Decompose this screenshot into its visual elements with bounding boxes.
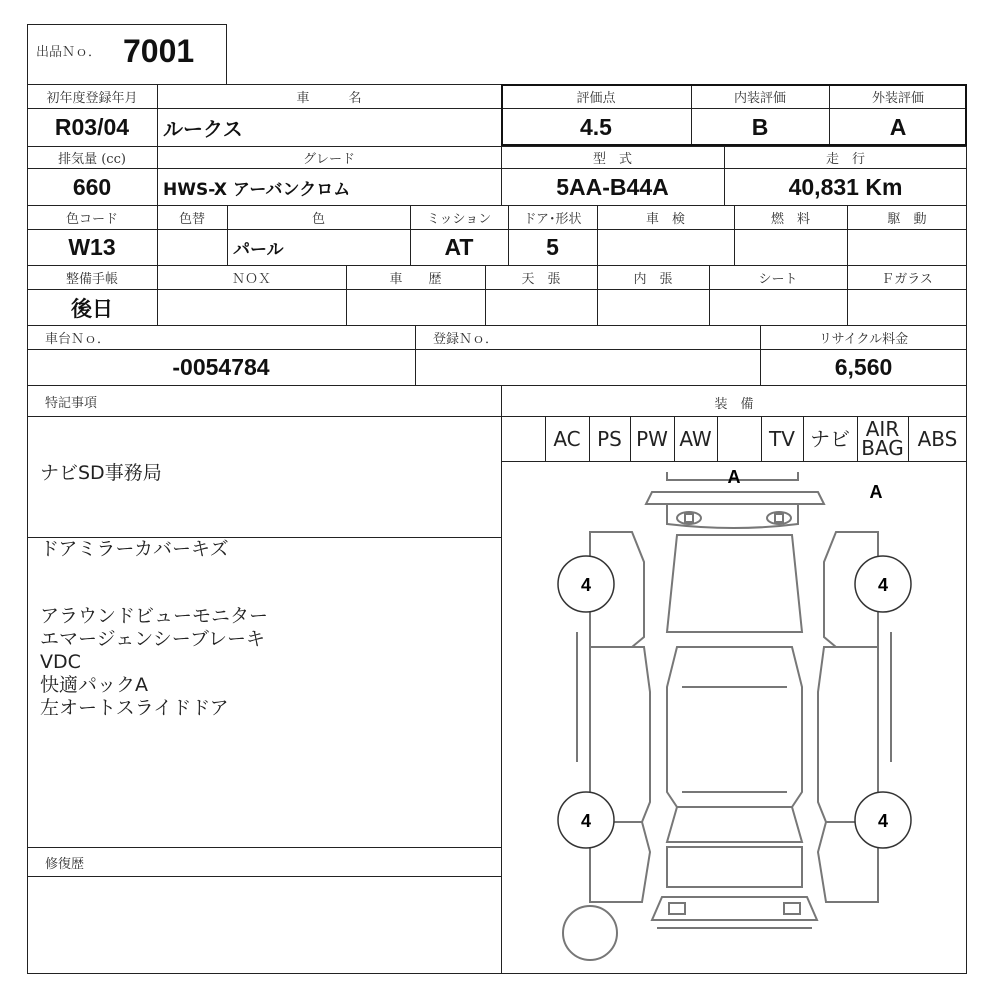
notes-item: エマージェンシーブレーキ (40, 628, 266, 650)
color-code-value: W13 (68, 234, 116, 260)
tire-rr-grade: 4 (877, 811, 889, 831)
history-value (346, 290, 485, 325)
equip-cell: AIR BAG (861, 417, 904, 460)
nox-label: ＮＯＸ (231, 272, 271, 287)
seat-label: シート (758, 272, 798, 287)
car-name-label: 車 名 (296, 91, 362, 106)
car-diagram (502, 462, 966, 973)
tire-fr-grade: 4 (877, 575, 889, 595)
drive-label: 駆 動 (887, 212, 927, 227)
equip-cell: AW (679, 426, 712, 451)
mission-label: ミッション (426, 212, 492, 227)
lot-box (27, 24, 227, 84)
inner-label: 内 張 (633, 272, 673, 287)
tire-fl-grade: 4 (580, 575, 592, 595)
equip-cell (717, 417, 761, 461)
door-label: ドア･形状 (523, 212, 582, 227)
chassis-label: 車台Ｎｏ． (45, 332, 111, 347)
inner-value (597, 290, 709, 325)
repair-value (27, 877, 501, 974)
interior-value: B (751, 114, 769, 140)
fglass-label: Ｆガラス (881, 272, 933, 287)
recycle-value: 6,560 (834, 354, 893, 380)
front-mark: A (727, 467, 741, 487)
displacement-value: 660 (72, 173, 112, 200)
maint-value: 後日 (71, 296, 113, 321)
grade-value: HWS-X アーバンクロム (163, 179, 351, 200)
reg-label: 登録Ｎｏ． (433, 332, 499, 347)
model-value: 5AA-B44A (556, 173, 669, 200)
notes-list (40, 605, 490, 720)
notes-line-1: ナビSD事務局 (40, 462, 162, 484)
chassis-value: -0054784 (172, 354, 270, 380)
notes-item: 左オートスライドドア (40, 697, 229, 719)
roof-value (485, 290, 597, 325)
interior-label: 内装評価 (733, 91, 786, 106)
grade-label: グレード (302, 152, 355, 167)
mileage-value: 40,831 Km (788, 173, 903, 200)
repair-label: 修復歴 (45, 856, 85, 872)
repaint-label: 色替 (178, 212, 205, 227)
equip-cell (501, 417, 545, 461)
inspection-value (597, 230, 734, 265)
seat-value (709, 290, 847, 325)
maint-label: 整備手帳 (65, 272, 118, 287)
equip-cell: PS (597, 426, 622, 451)
drive-value (847, 230, 967, 265)
equip-cell: ABS (917, 426, 958, 451)
fglass-value (847, 290, 967, 325)
score-value: 4.5 (580, 114, 612, 140)
equipment-label: 装 備 (714, 396, 754, 412)
model-label: 型 式 (592, 152, 632, 167)
lot-label: 出品Ｎｏ． (36, 44, 102, 60)
exterior-value: A (889, 114, 907, 140)
recycle-label: リサイクル料金 (818, 332, 909, 347)
notes-line-2: ドアミラーカバーキズ (40, 538, 229, 560)
displacement-label: 排気量 (cc) (58, 152, 126, 167)
score-label: 評価点 (576, 91, 616, 106)
first-reg-value: R03/04 (54, 114, 130, 140)
notes-item: 快適パックA (40, 674, 148, 696)
history-label: 車 歴 (389, 272, 442, 287)
first-reg-label: 初年度登録年月 (46, 91, 138, 106)
notes-item: アラウンドビューモニター (40, 605, 269, 627)
notes-item: VDC (40, 651, 81, 673)
mission-value: AT (444, 234, 474, 260)
inspection-label: 車 検 (645, 212, 685, 227)
equip-cell: AC (553, 426, 581, 451)
color-label: 色 (311, 212, 325, 227)
door-value: 5 (546, 234, 559, 260)
color-code-label: 色コード (65, 212, 118, 227)
equip-cell: ナビ (810, 426, 850, 451)
equip-cell: PW (636, 426, 668, 451)
repaint-value (157, 230, 227, 265)
car-name-value: ルークス (163, 117, 243, 141)
tire-rl-grade: 4 (580, 811, 592, 831)
right-mark: A (869, 482, 883, 502)
notes-label: 特記事項 (45, 395, 98, 411)
exterior-label: 外装評価 (871, 91, 924, 106)
lot-number: 7001 (123, 33, 195, 69)
equip-cell: TV (769, 426, 795, 451)
reg-value (415, 350, 760, 385)
fuel-label: 燃 料 (770, 212, 810, 227)
mileage-label: 走 行 (825, 152, 865, 167)
color-value: パール (233, 240, 284, 260)
nox-value (157, 290, 346, 325)
fuel-value (734, 230, 847, 265)
roof-label: 天 張 (521, 272, 561, 287)
